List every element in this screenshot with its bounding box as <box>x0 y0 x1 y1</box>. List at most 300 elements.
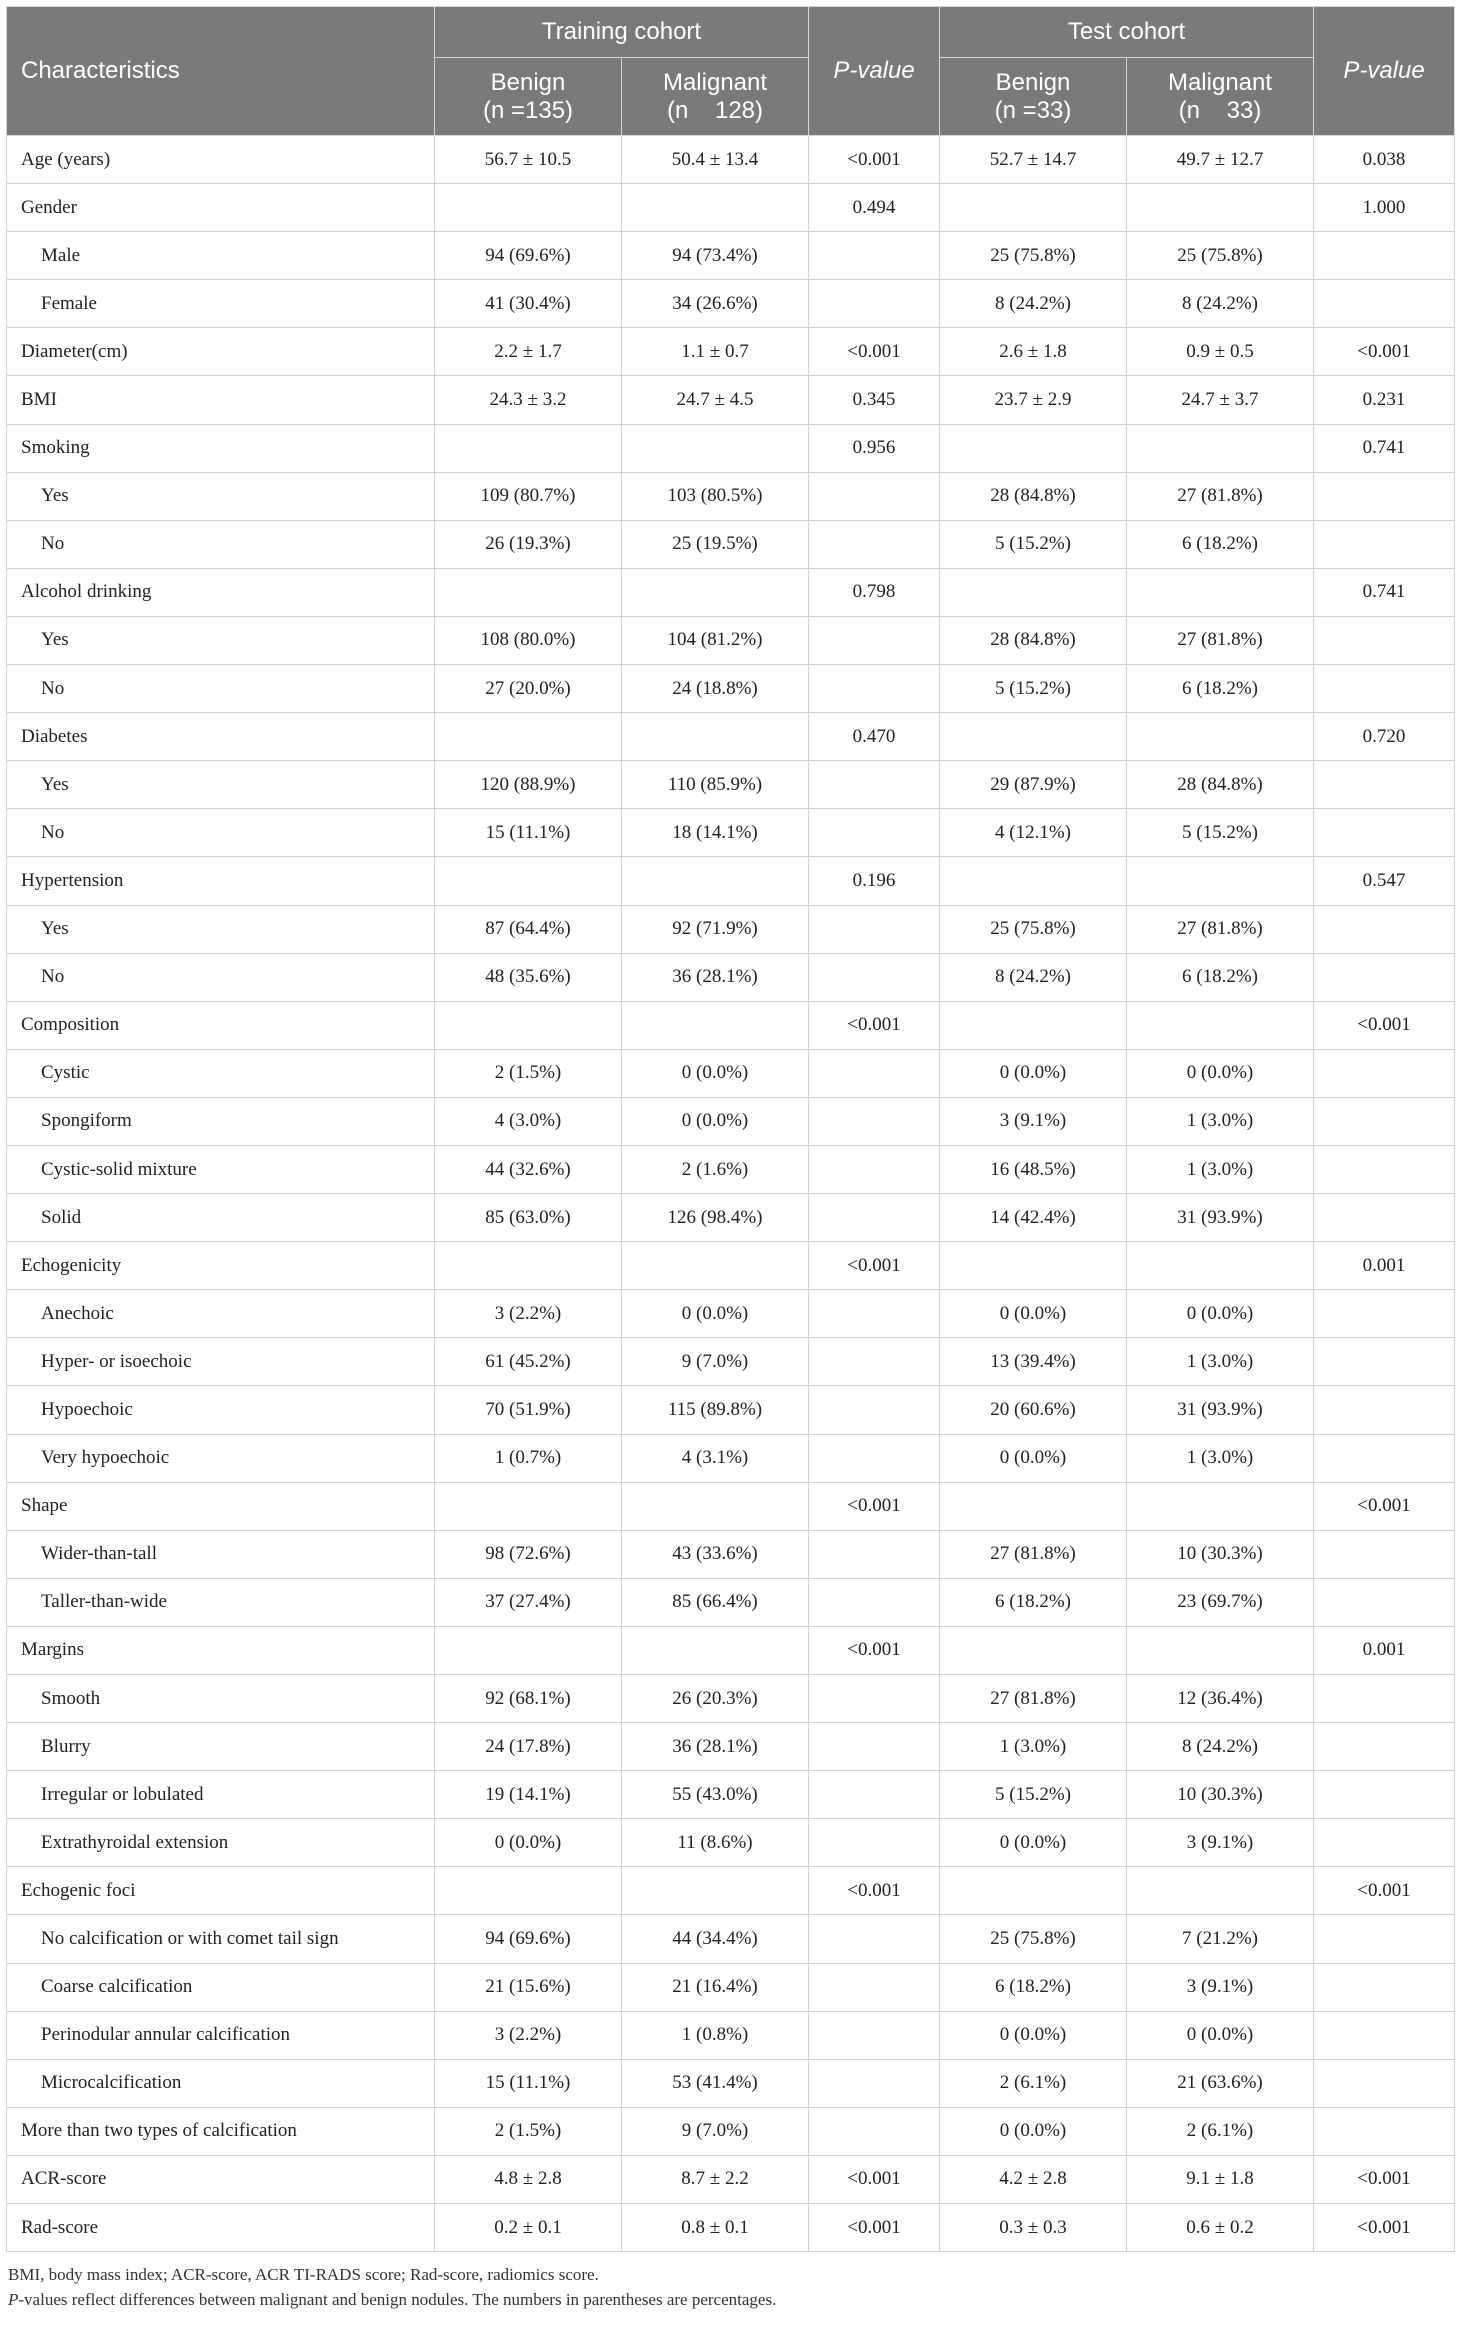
cell-training-benign <box>435 1242 622 1290</box>
table-footnotes <box>6 2262 1454 2312</box>
cell-test-p-value <box>1314 2059 1455 2107</box>
cell-test-p-value: <0.001 <box>1314 1001 1455 1049</box>
cell-training-p-value <box>809 1290 940 1338</box>
row-label: Cystic <box>7 1049 435 1097</box>
header-test-malignant-n: (n 33) <box>1178 96 1262 124</box>
cell-test-p-value <box>1314 905 1455 953</box>
row-label: Perinodular annular calcification <box>7 2011 435 2059</box>
cell-training-benign: 1 (0.7%) <box>435 1434 622 1482</box>
cell-training-benign <box>435 713 622 761</box>
table-row <box>7 376 1455 424</box>
cell-training-p-value <box>809 1771 940 1819</box>
cell-training-p-value: 0.798 <box>809 568 940 616</box>
cell-training-p-value <box>809 761 940 809</box>
cell-training-p-value <box>809 232 940 280</box>
cell-test-malignant: 12 (36.4%) <box>1127 1675 1314 1723</box>
row-label: Rad-score <box>7 2204 435 2252</box>
table-row <box>7 905 1455 953</box>
cell-training-benign: 120 (88.9%) <box>435 761 622 809</box>
cell-training-p-value <box>809 2107 940 2155</box>
cell-training-benign: 21 (15.6%) <box>435 1963 622 2011</box>
footnote-p-text: -values reflect differences between malignant and benign nodules. The numbers in parentheses are percentages. <box>18 2290 777 2310</box>
cell-training-benign: 19 (14.1%) <box>435 1771 622 1819</box>
cell-training-benign: 15 (11.1%) <box>435 809 622 857</box>
cell-test-p-value <box>1314 1675 1455 1723</box>
cell-test-malignant <box>1127 857 1314 905</box>
row-label: Smooth <box>7 1675 435 1723</box>
cell-training-p-value <box>809 809 940 857</box>
row-label: Diabetes <box>7 713 435 761</box>
cell-training-malignant <box>622 713 809 761</box>
cell-test-benign <box>940 1867 1127 1915</box>
cell-training-p-value <box>809 1723 940 1771</box>
table-row <box>7 1482 1455 1530</box>
row-label: Yes <box>7 616 435 664</box>
cell-test-p-value: <0.001 <box>1314 1867 1455 1915</box>
cell-training-p-value <box>809 472 940 520</box>
table-row <box>7 1338 1455 1386</box>
cell-training-malignant: 1.1 ± 0.7 <box>622 328 809 376</box>
cell-training-p-value <box>809 1145 940 1193</box>
header-test-p-value <box>1314 7 1455 136</box>
cell-training-malignant <box>622 1001 809 1049</box>
row-label: No <box>7 520 435 568</box>
header-test-benign-n: (n =33) <box>994 96 1072 124</box>
cell-test-malignant: 24.7 ± 3.7 <box>1127 376 1314 424</box>
cell-test-malignant <box>1127 184 1314 232</box>
cell-training-p-value <box>809 520 940 568</box>
cell-training-benign: 37 (27.4%) <box>435 1578 622 1626</box>
cell-training-p-value: 0.494 <box>809 184 940 232</box>
cell-test-p-value <box>1314 1290 1455 1338</box>
cell-test-malignant: 1 (3.0%) <box>1127 1434 1314 1482</box>
table-row <box>7 1867 1455 1915</box>
cell-test-malignant: 28 (84.8%) <box>1127 761 1314 809</box>
header-test-malignant-label: Malignant <box>1167 68 1273 96</box>
cell-training-p-value: <0.001 <box>809 1482 940 1530</box>
row-label: Solid <box>7 1194 435 1242</box>
cell-training-malignant: 0 (0.0%) <box>622 1097 809 1145</box>
cell-training-p-value <box>809 2011 940 2059</box>
cell-test-p-value <box>1314 1434 1455 1482</box>
cell-training-malignant <box>622 424 809 472</box>
cell-training-p-value: <0.001 <box>809 1001 940 1049</box>
cell-training-benign: 3 (2.2%) <box>435 1290 622 1338</box>
header-training-p-value-text: P-value <box>833 57 915 85</box>
cell-training-malignant: 4 (3.1%) <box>622 1434 809 1482</box>
cell-test-benign: 8 (24.2%) <box>940 953 1127 1001</box>
cell-test-malignant: 6 (18.2%) <box>1127 953 1314 1001</box>
table-row <box>7 2204 1455 2252</box>
cell-test-p-value <box>1314 232 1455 280</box>
row-label: BMI <box>7 376 435 424</box>
cell-training-p-value <box>809 1963 940 2011</box>
row-label: Irregular or lobulated <box>7 1771 435 1819</box>
cell-training-benign: 2 (1.5%) <box>435 2107 622 2155</box>
cell-test-benign: 0 (0.0%) <box>940 2011 1127 2059</box>
cell-training-malignant: 0 (0.0%) <box>622 1290 809 1338</box>
cell-test-malignant: 7 (21.2%) <box>1127 1915 1314 1963</box>
cell-test-p-value <box>1314 953 1455 1001</box>
cell-training-p-value <box>809 1915 940 1963</box>
cell-test-benign: 16 (48.5%) <box>940 1145 1127 1193</box>
cell-test-p-value <box>1314 2107 1455 2155</box>
cell-training-p-value <box>809 1049 940 1097</box>
cell-training-benign: 41 (30.4%) <box>435 280 622 328</box>
cell-test-malignant: 31 (93.9%) <box>1127 1386 1314 1434</box>
cell-training-p-value <box>809 1386 940 1434</box>
cell-test-p-value <box>1314 1819 1455 1867</box>
cell-test-benign: 4.2 ± 2.8 <box>940 2155 1127 2203</box>
row-label: Diameter(cm) <box>7 328 435 376</box>
cell-test-malignant: 5 (15.2%) <box>1127 809 1314 857</box>
table-row <box>7 2107 1455 2155</box>
cell-test-malignant: 0.6 ± 0.2 <box>1127 2204 1314 2252</box>
cell-test-p-value: 0.741 <box>1314 568 1455 616</box>
table-row <box>7 520 1455 568</box>
cell-training-p-value <box>809 953 940 1001</box>
row-label: Margins <box>7 1626 435 1674</box>
cell-training-p-value: <0.001 <box>809 1242 940 1290</box>
cell-test-benign: 23.7 ± 2.9 <box>940 376 1127 424</box>
cell-training-malignant <box>622 1626 809 1674</box>
table-row <box>7 809 1455 857</box>
cell-training-malignant: 85 (66.4%) <box>622 1578 809 1626</box>
cell-test-p-value <box>1314 1578 1455 1626</box>
cell-test-malignant: 0 (0.0%) <box>1127 1049 1314 1097</box>
table-row <box>7 761 1455 809</box>
row-label: Composition <box>7 1001 435 1049</box>
row-label: Taller-than-wide <box>7 1578 435 1626</box>
table-row <box>7 2011 1455 2059</box>
row-label: Wider-than-tall <box>7 1530 435 1578</box>
table-row <box>7 424 1455 472</box>
cell-training-p-value <box>809 1097 940 1145</box>
table-row <box>7 1097 1455 1145</box>
cell-test-malignant: 1 (3.0%) <box>1127 1338 1314 1386</box>
cell-training-malignant: 34 (26.6%) <box>622 280 809 328</box>
cell-training-malignant: 126 (98.4%) <box>622 1194 809 1242</box>
cell-test-benign: 29 (87.9%) <box>940 761 1127 809</box>
cell-training-p-value: <0.001 <box>809 1867 940 1915</box>
table-row <box>7 1194 1455 1242</box>
cell-test-benign: 0 (0.0%) <box>940 1290 1127 1338</box>
cell-training-benign: 61 (45.2%) <box>435 1338 622 1386</box>
cell-training-p-value <box>809 616 940 664</box>
row-label: No <box>7 953 435 1001</box>
table-row <box>7 568 1455 616</box>
cell-test-p-value <box>1314 1194 1455 1242</box>
cell-training-malignant: 110 (85.9%) <box>622 761 809 809</box>
cell-training-benign: 4 (3.0%) <box>435 1097 622 1145</box>
cell-test-benign: 0 (0.0%) <box>940 1049 1127 1097</box>
cell-training-benign: 26 (19.3%) <box>435 520 622 568</box>
table-row <box>7 1049 1455 1097</box>
row-label: Spongiform <box>7 1097 435 1145</box>
cell-training-malignant: 25 (19.5%) <box>622 520 809 568</box>
cell-test-malignant: 10 (30.3%) <box>1127 1771 1314 1819</box>
cell-test-benign: 5 (15.2%) <box>940 1771 1127 1819</box>
cell-training-p-value: <0.001 <box>809 328 940 376</box>
cell-test-p-value <box>1314 520 1455 568</box>
table-row <box>7 1386 1455 1434</box>
row-label: Yes <box>7 472 435 520</box>
cell-test-malignant: 23 (69.7%) <box>1127 1578 1314 1626</box>
cell-training-malignant: 9 (7.0%) <box>622 1338 809 1386</box>
cell-training-p-value: <0.001 <box>809 2204 940 2252</box>
cell-training-p-value: 0.345 <box>809 376 940 424</box>
cell-training-malignant: 9 (7.0%) <box>622 2107 809 2155</box>
cell-test-p-value <box>1314 1915 1455 1963</box>
cell-test-p-value <box>1314 2011 1455 2059</box>
header-training-cohort: Training cohort <box>435 7 809 58</box>
cell-test-benign: 1 (3.0%) <box>940 1723 1127 1771</box>
cell-training-malignant: 104 (81.2%) <box>622 616 809 664</box>
cell-training-p-value: <0.001 <box>809 2155 940 2203</box>
row-label: Echogenicity <box>7 1242 435 1290</box>
cell-test-benign <box>940 184 1127 232</box>
header-test-cohort: Test cohort <box>940 7 1314 58</box>
table-row <box>7 665 1455 713</box>
table-header <box>7 7 1455 136</box>
table-row <box>7 2059 1455 2107</box>
row-label: More than two types of calcification <box>7 2107 435 2155</box>
row-label: Echogenic foci <box>7 1867 435 1915</box>
row-label: Smoking <box>7 424 435 472</box>
header-training-malignant-n: (n 128) <box>666 96 764 124</box>
cell-test-benign: 6 (18.2%) <box>940 1963 1127 2011</box>
cell-training-benign: 0 (0.0%) <box>435 1819 622 1867</box>
cell-training-malignant: 24 (18.8%) <box>622 665 809 713</box>
cell-test-benign: 27 (81.8%) <box>940 1675 1127 1723</box>
cell-test-malignant <box>1127 1242 1314 1290</box>
cell-training-malignant <box>622 1867 809 1915</box>
cell-test-malignant: 0 (0.0%) <box>1127 2011 1314 2059</box>
table-row <box>7 1578 1455 1626</box>
row-label: Yes <box>7 905 435 953</box>
cell-test-p-value <box>1314 1097 1455 1145</box>
cell-test-p-value <box>1314 1049 1455 1097</box>
cell-test-benign: 13 (39.4%) <box>940 1338 1127 1386</box>
cell-training-p-value <box>809 1338 940 1386</box>
cell-training-malignant <box>622 1482 809 1530</box>
cell-training-p-value <box>809 1675 940 1723</box>
cell-test-malignant <box>1127 1867 1314 1915</box>
cell-test-malignant: 21 (63.6%) <box>1127 2059 1314 2107</box>
row-label: No <box>7 665 435 713</box>
cell-test-malignant: 3 (9.1%) <box>1127 1963 1314 2011</box>
cell-test-malignant: 10 (30.3%) <box>1127 1530 1314 1578</box>
table-row <box>7 2155 1455 2203</box>
cell-test-p-value <box>1314 665 1455 713</box>
cell-training-benign <box>435 1482 622 1530</box>
row-label: Male <box>7 232 435 280</box>
cell-test-benign: 28 (84.8%) <box>940 616 1127 664</box>
cell-test-malignant <box>1127 568 1314 616</box>
cell-training-malignant: 21 (16.4%) <box>622 1963 809 2011</box>
cell-test-malignant: 27 (81.8%) <box>1127 472 1314 520</box>
cell-training-malignant: 0.8 ± 0.1 <box>622 2204 809 2252</box>
header-training-benign <box>435 58 622 136</box>
cell-test-benign <box>940 424 1127 472</box>
header-test-benign-label: Benign <box>995 68 1071 96</box>
cell-training-benign: 48 (35.6%) <box>435 953 622 1001</box>
cell-training-p-value: <0.001 <box>809 136 940 184</box>
table-row <box>7 280 1455 328</box>
row-label: Age (years) <box>7 136 435 184</box>
cell-training-benign <box>435 1626 622 1674</box>
cell-test-malignant <box>1127 424 1314 472</box>
header-training-benign-label: Benign <box>490 68 566 96</box>
table-row <box>7 1675 1455 1723</box>
cell-test-benign: 20 (60.6%) <box>940 1386 1127 1434</box>
table-row <box>7 1530 1455 1578</box>
header-test-p-value-text: P-value <box>1343 57 1425 85</box>
cell-test-benign: 0.3 ± 0.3 <box>940 2204 1127 2252</box>
cell-test-benign: 2 (6.1%) <box>940 2059 1127 2107</box>
cell-training-p-value: 0.470 <box>809 713 940 761</box>
cell-training-malignant <box>622 568 809 616</box>
cell-test-benign <box>940 1482 1127 1530</box>
row-label: Hypoechoic <box>7 1386 435 1434</box>
header-test-benign <box>940 58 1127 136</box>
cell-training-benign: 4.8 ± 2.8 <box>435 2155 622 2203</box>
cell-training-malignant: 36 (28.1%) <box>622 1723 809 1771</box>
cell-training-benign <box>435 568 622 616</box>
table-row <box>7 1626 1455 1674</box>
cell-test-malignant <box>1127 1001 1314 1049</box>
cell-training-benign: 108 (80.0%) <box>435 616 622 664</box>
cell-test-malignant: 27 (81.8%) <box>1127 616 1314 664</box>
cell-test-p-value: 0.720 <box>1314 713 1455 761</box>
cell-test-benign: 5 (15.2%) <box>940 665 1127 713</box>
cell-test-benign: 28 (84.8%) <box>940 472 1127 520</box>
header-test-malignant <box>1127 58 1314 136</box>
cell-training-benign <box>435 1867 622 1915</box>
cell-test-benign: 25 (75.8%) <box>940 1915 1127 1963</box>
footnote-p-values <box>8 2287 1454 2312</box>
cell-test-p-value: <0.001 <box>1314 328 1455 376</box>
cell-test-malignant: 0.9 ± 0.5 <box>1127 328 1314 376</box>
table-row <box>7 616 1455 664</box>
table-row <box>7 1242 1455 1290</box>
table-row <box>7 472 1455 520</box>
cell-test-p-value <box>1314 1771 1455 1819</box>
cell-training-malignant: 94 (73.4%) <box>622 232 809 280</box>
table-row <box>7 857 1455 905</box>
cell-training-malignant: 2 (1.6%) <box>622 1145 809 1193</box>
cell-training-malignant: 43 (33.6%) <box>622 1530 809 1578</box>
row-label: Hypertension <box>7 857 435 905</box>
cell-training-benign: 2 (1.5%) <box>435 1049 622 1097</box>
cell-training-malignant: 0 (0.0%) <box>622 1049 809 1097</box>
row-label: Alcohol drinking <box>7 568 435 616</box>
cell-training-benign: 94 (69.6%) <box>435 232 622 280</box>
cell-test-p-value: 0.741 <box>1314 424 1455 472</box>
cell-test-malignant: 6 (18.2%) <box>1127 520 1314 568</box>
cell-training-benign: 0.2 ± 0.1 <box>435 2204 622 2252</box>
cell-test-p-value: <0.001 <box>1314 1482 1455 1530</box>
cell-training-malignant <box>622 1242 809 1290</box>
cell-training-benign <box>435 1001 622 1049</box>
table-row <box>7 232 1455 280</box>
cell-training-benign: 98 (72.6%) <box>435 1530 622 1578</box>
cell-test-benign: 25 (75.8%) <box>940 905 1127 953</box>
cell-test-benign <box>940 1242 1127 1290</box>
cell-test-benign: 27 (81.8%) <box>940 1530 1127 1578</box>
cell-test-benign: 0 (0.0%) <box>940 1434 1127 1482</box>
cell-training-malignant: 44 (34.4%) <box>622 1915 809 1963</box>
cell-training-p-value <box>809 1530 940 1578</box>
cell-training-benign <box>435 424 622 472</box>
row-label: No calcification or with comet tail sign <box>7 1915 435 1963</box>
cell-test-malignant: 3 (9.1%) <box>1127 1819 1314 1867</box>
cell-training-p-value <box>809 2059 940 2107</box>
cell-training-malignant: 115 (89.8%) <box>622 1386 809 1434</box>
cell-training-benign <box>435 184 622 232</box>
table-row <box>7 1434 1455 1482</box>
cell-test-malignant <box>1127 713 1314 761</box>
row-label: No <box>7 809 435 857</box>
cell-training-benign: 24.3 ± 3.2 <box>435 376 622 424</box>
row-label: Very hypoechoic <box>7 1434 435 1482</box>
row-label: Cystic-solid mixture <box>7 1145 435 1193</box>
cell-test-p-value: <0.001 <box>1314 2204 1455 2252</box>
cell-training-p-value: 0.196 <box>809 857 940 905</box>
cell-test-malignant: 25 (75.8%) <box>1127 232 1314 280</box>
header-training-malignant-label: Malignant <box>662 68 768 96</box>
cell-training-benign: 85 (63.0%) <box>435 1194 622 1242</box>
cell-training-malignant: 92 (71.9%) <box>622 905 809 953</box>
table-row <box>7 1145 1455 1193</box>
cell-test-benign: 4 (12.1%) <box>940 809 1127 857</box>
cell-test-malignant: 27 (81.8%) <box>1127 905 1314 953</box>
table-row <box>7 184 1455 232</box>
cell-test-malignant <box>1127 1626 1314 1674</box>
table-row <box>7 136 1455 184</box>
cell-training-benign: 94 (69.6%) <box>435 1915 622 1963</box>
cell-training-benign: 92 (68.1%) <box>435 1675 622 1723</box>
cell-training-malignant: 11 (8.6%) <box>622 1819 809 1867</box>
cell-test-malignant: 1 (3.0%) <box>1127 1097 1314 1145</box>
cell-test-p-value: 0.001 <box>1314 1626 1455 1674</box>
cell-training-p-value: 0.956 <box>809 424 940 472</box>
table-row <box>7 1819 1455 1867</box>
cell-test-p-value: 0.231 <box>1314 376 1455 424</box>
cell-test-malignant: 9.1 ± 1.8 <box>1127 2155 1314 2203</box>
row-label: ACR-score <box>7 2155 435 2203</box>
cell-training-p-value <box>809 280 940 328</box>
header-training-malignant <box>622 58 809 136</box>
cell-training-malignant: 55 (43.0%) <box>622 1771 809 1819</box>
table-row <box>7 1771 1455 1819</box>
cell-training-benign: 15 (11.1%) <box>435 2059 622 2107</box>
table-row <box>7 1001 1455 1049</box>
table-row <box>7 1915 1455 1963</box>
cell-training-benign <box>435 857 622 905</box>
cell-test-benign <box>940 568 1127 616</box>
cell-training-malignant: 53 (41.4%) <box>622 2059 809 2107</box>
cell-test-p-value <box>1314 1963 1455 2011</box>
cell-test-p-value: 1.000 <box>1314 184 1455 232</box>
table-container <box>6 6 1454 2312</box>
cell-training-benign: 70 (51.9%) <box>435 1386 622 1434</box>
cell-test-benign: 0 (0.0%) <box>940 2107 1127 2155</box>
cell-test-p-value <box>1314 1386 1455 1434</box>
cell-test-benign: 3 (9.1%) <box>940 1097 1127 1145</box>
cell-test-benign: 2.6 ± 1.8 <box>940 328 1127 376</box>
cell-training-malignant: 103 (80.5%) <box>622 472 809 520</box>
